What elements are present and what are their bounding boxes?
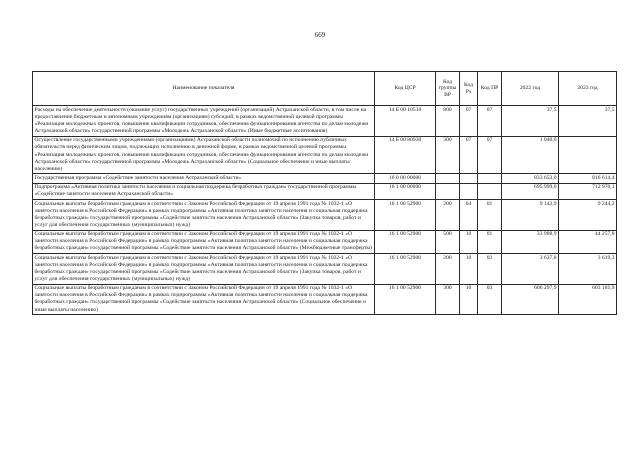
cell-rz: 07 [460, 136, 478, 174]
cell-rz: 10 [460, 254, 478, 285]
header-2023: 2023 год [559, 72, 617, 106]
cell-pr: 03 [478, 284, 502, 315]
cell-rz: 04 [460, 200, 478, 231]
cell-rz: 10 [460, 284, 478, 315]
cell-2022: 606 297,9 [502, 284, 559, 315]
cell-2023: 712 970,1 [559, 183, 617, 199]
cell-vr: 500 [436, 230, 460, 253]
table-row [33, 254, 617, 285]
cell-pr: 07 [478, 106, 502, 137]
cell-vr: 200 [436, 200, 460, 231]
cell-pr: 07 [478, 136, 502, 174]
cell-rz: 07 [460, 106, 478, 137]
table-row [33, 174, 617, 183]
cell-csr: 16 1 00 52900 [375, 284, 436, 315]
cell-rz [460, 174, 478, 183]
cell-2023: 603 181,9 [559, 284, 617, 315]
cell-name: Социальные выплаты безработным гражданам в соответствии с Законом Российской Федерации от 19 апреля 1991 года № 1032-1 «О занятости населения в Российской Федерации» в рамках подпрограммы «Активная политика занятости населения и социальная поддержка безработных граждан» государственной программы «Содействие занятости населения Астраханской области» (Социальное обеспечение и иные выплаты населению) [33, 284, 375, 315]
cell-vr: 300 [436, 136, 460, 174]
cell-vr: 200 [436, 254, 460, 285]
cell-2022: 9 142,9 [502, 200, 559, 231]
cell-2022: 33 988,9 [502, 230, 559, 253]
header-csr: Код ЦСР [375, 72, 436, 106]
cell-2022: 833 653,0 [502, 174, 559, 183]
cell-name: Социальные выплаты безработным гражданам в соответствии с Законом Российской Федерации от 19 апреля 1991 года № 1032-1 «О занятости населения в Российской Федерации» в рамках подпрограммы «Активная политика занятости населения и социальная поддержка безработных граждан» государственной программы «Содействие занятости населения Астраханской области» (Закупка товаров, работ и услуг для обеспечения государственных (муниципальных) нужд) [33, 254, 375, 285]
cell-csr: 16 1 00 52900 [375, 200, 436, 231]
cell-rz: 10 [460, 230, 478, 253]
table-row [33, 183, 617, 199]
cell-pr: 03 [478, 254, 502, 285]
cell-2023 [559, 136, 617, 174]
cell-rz [460, 183, 478, 199]
table-row [33, 106, 617, 137]
cell-name: Осуществление государственными учреждениями (организациями) Астраханской области полномочий по исполнению публичных обязательств перед физическим лицом, подлежащих исполнению в денежной форме, в рамках ведомственной целевой программы «Реализация молодежных проектов, повышение квалификации сотрудников, обеспечение функционирования агентства по делам молодежи Астраханской области» государственной программы «Молодежь Астраханской области» (Социальное обеспечение и иные выплаты населению) [33, 136, 375, 174]
cell-2023: 3 619,3 [559, 254, 617, 285]
cell-2023: 9 244,2 [559, 200, 617, 231]
cell-vr: 300 [436, 284, 460, 315]
cell-name: Социальные выплаты безработным гражданам в соответствии с Законом Российской Федерации от 19 апреля 1991 года № 1032-1 «О занятости населения в Российской Федерации» в рамках подпрограммы «Активная политика занятости населения и социальная поддержка безработных граждан» государственной программы «Содействие занятости населения Астраханской области» (Межбюджетные трансферты) [33, 230, 375, 253]
cell-2023: 816 614,4 [559, 174, 617, 183]
table-row [33, 284, 617, 315]
cell-vr [436, 183, 460, 199]
cell-csr: 14 Б 00 80930 [375, 136, 436, 174]
cell-csr: 16 1 00 52900 [375, 230, 436, 253]
cell-pr: 01 [478, 230, 502, 253]
cell-vr [436, 174, 460, 183]
header-rz: Код Рз [460, 72, 478, 106]
cell-name: Социальные выплаты безработным гражданам в соответствии с Законом Российской Федерации от 19 апреля 1991 года № 1032-1 «О занятости населения в Российской Федерации» в рамках подпрограммы «Активная политика занятости населения и социальная поддержка безработных граждан» государственной программы «Содействие занятости населения Астраханской области» (Закупка товаров, работ и услуг для обеспечения государственных (муниципальных) нужд) [33, 200, 375, 231]
table-row [33, 230, 617, 253]
table-row [33, 136, 617, 174]
table-row [33, 200, 617, 231]
cell-2022: 3 637,8 [502, 254, 559, 285]
page-number: 669 [314, 31, 326, 39]
header-name: Наименование показателя [33, 72, 375, 106]
cell-csr: 14 Б 00 10510 [375, 106, 436, 137]
cell-vr: 800 [436, 106, 460, 137]
cell-2022: 1 040,0 [502, 136, 559, 174]
cell-name: Расходы на обеспечение деятельности (оказание услуг) государственных учреждений (организаций) Астраханской области, в том числе на предоставление бюджетным и автономным учреждениям (организациям) субсидий, в рамках ведомственной целевой программы «Реализация молодежных проектов, повышение квалификации сотрудников, обеспечение функционирования агентства по делам молодежи Астраханской области» государственной программы «Молодежь Астраханской области» (Иные бюджетные ассигнования) [33, 106, 375, 137]
cell-2022: 695 999,0 [502, 183, 559, 199]
table-header-row [33, 72, 617, 106]
budget-table [32, 71, 617, 315]
header-pr: Код ПР [478, 72, 502, 106]
header-2022: 2022 год [502, 72, 559, 106]
header-vr: Код группы ВР [436, 72, 460, 106]
cell-pr: 01 [478, 200, 502, 231]
cell-pr [478, 174, 502, 183]
cell-csr: 16 0 00 00000 [375, 174, 436, 183]
cell-2023: 37,5 [559, 106, 617, 137]
cell-2023: 44 257,8 [559, 230, 617, 253]
cell-name: Подпрограмма «Активная политика занятости населения и социальная поддержка безработных граждан» государственной программы «Содействие занятости населения Астраханской области» [33, 183, 375, 199]
cell-2022: 37,5 [502, 106, 559, 137]
cell-csr: 16 1 00 00000 [375, 183, 436, 199]
cell-pr [478, 183, 502, 199]
cell-name: Государственная программа «Содействие занятости населения Астраханской области» [33, 174, 375, 183]
cell-csr: 16 1 00 52900 [375, 254, 436, 285]
table-body [33, 106, 617, 315]
